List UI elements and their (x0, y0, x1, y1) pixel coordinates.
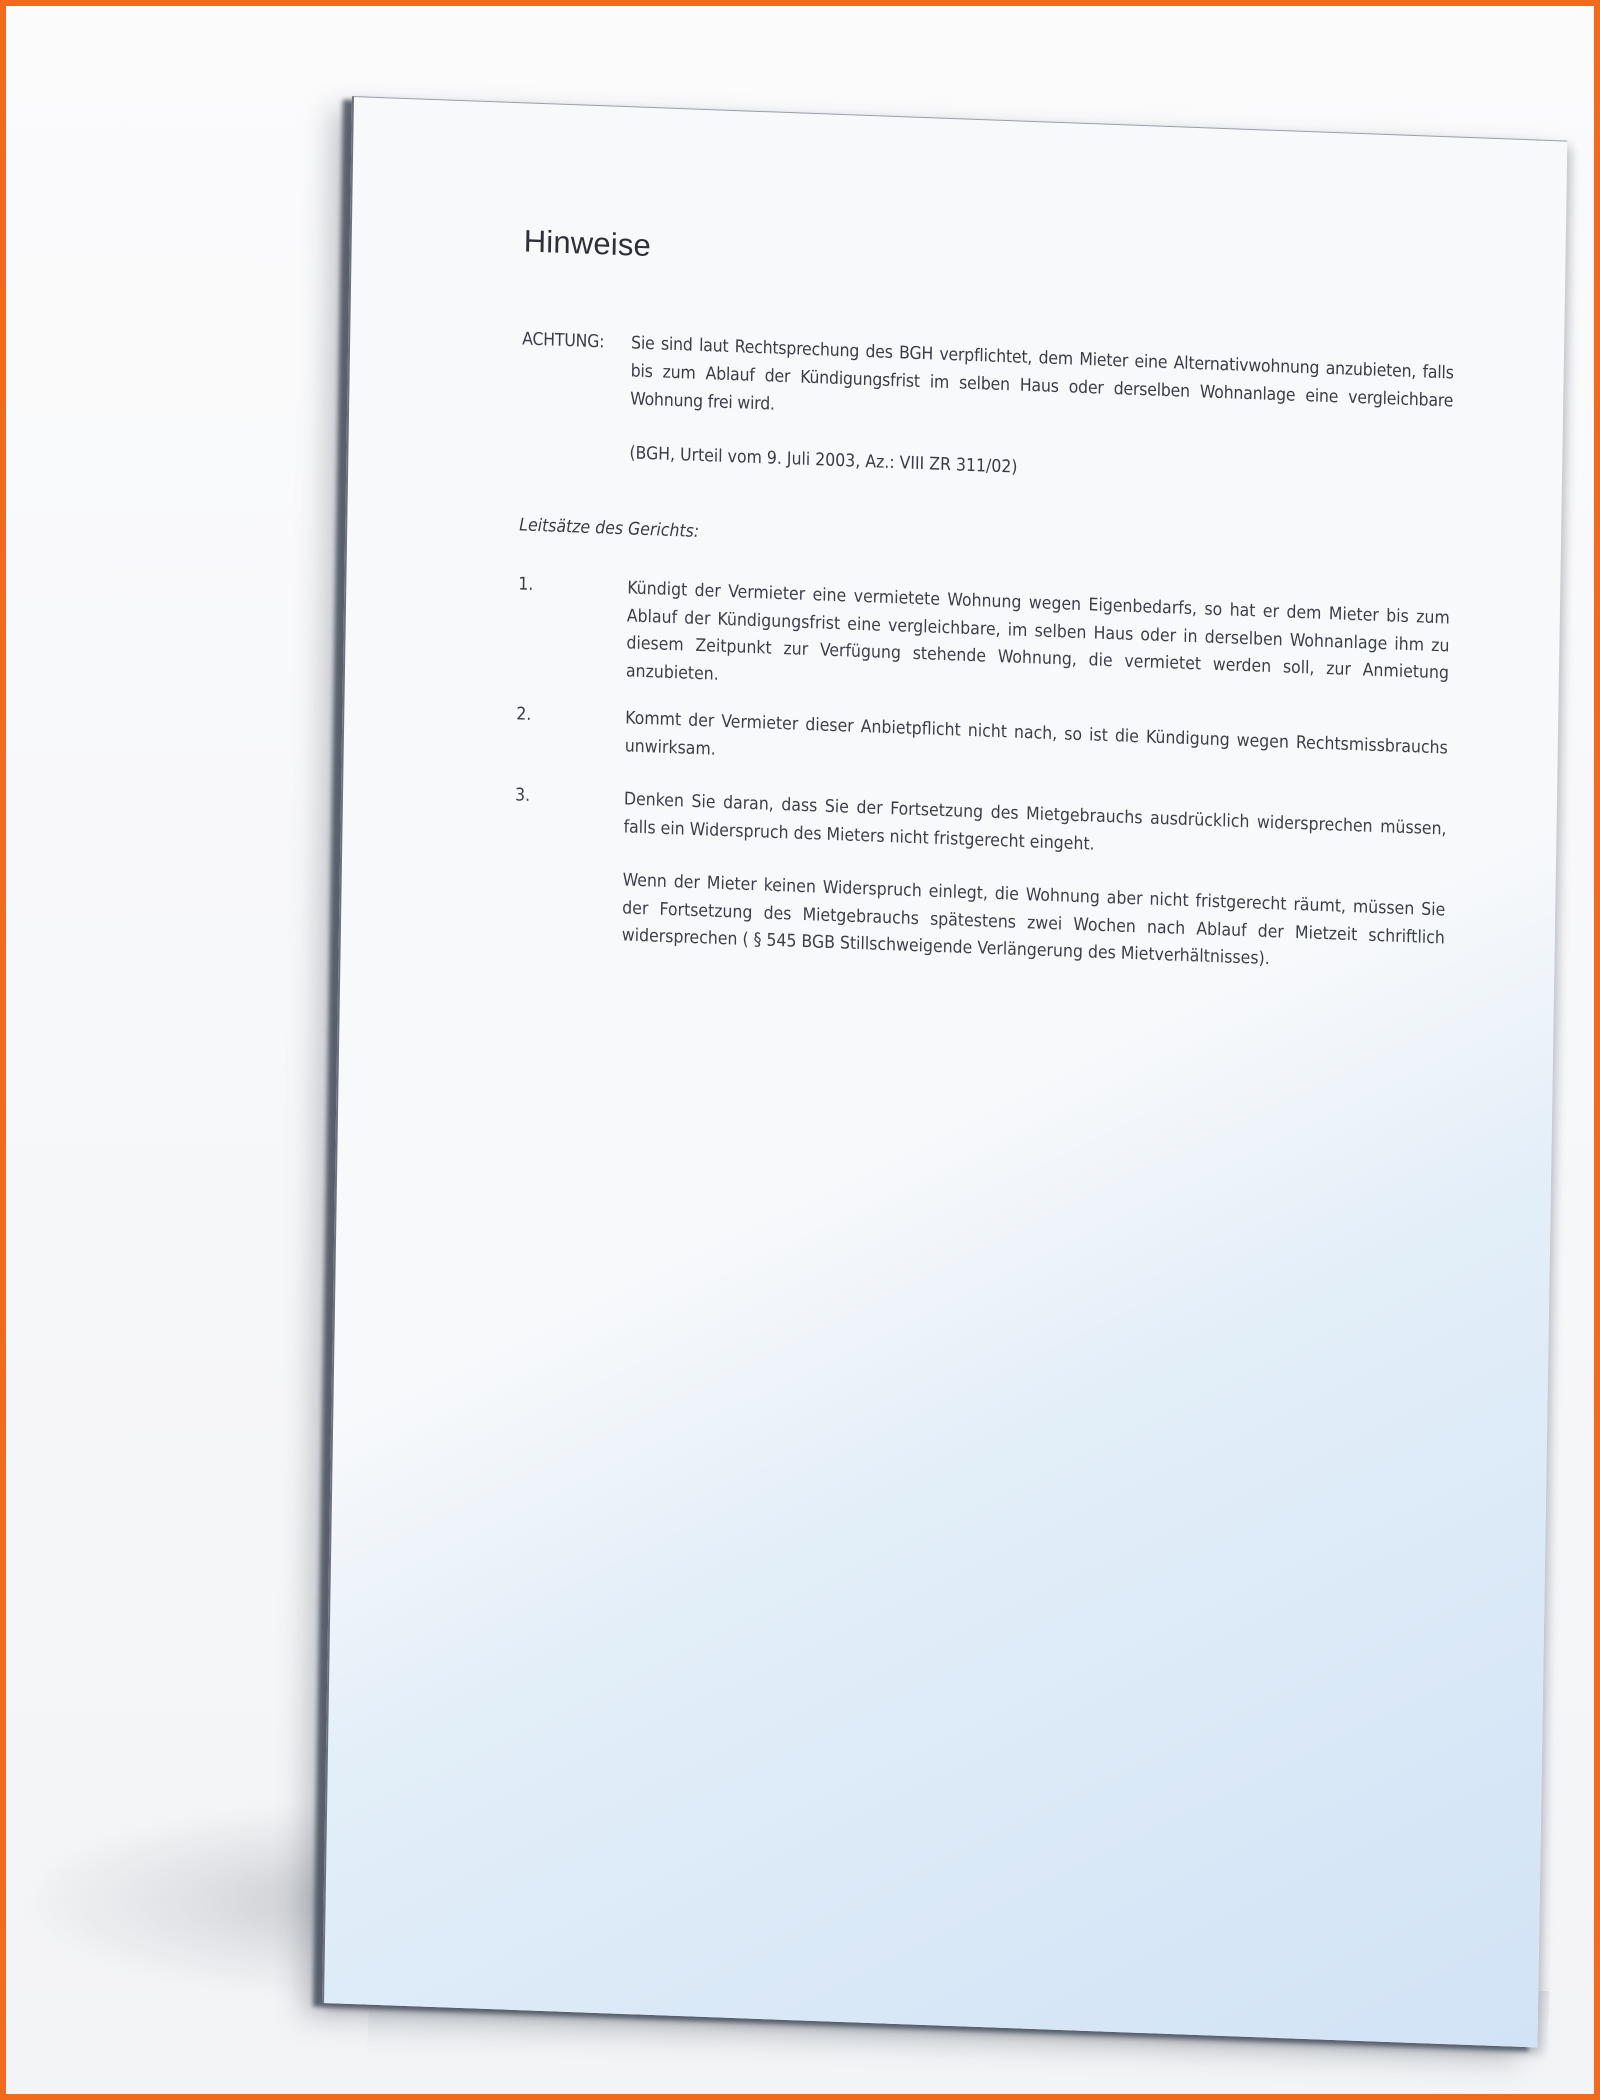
list-item-2 (516, 701, 1448, 790)
list-item-body (625, 705, 1448, 790)
list-item-body (622, 786, 1447, 980)
list-item-paragraph: Wenn der Mieter keinen Widerspruch einlegt, die Wohnung aber nicht fristgerecht räumt, müssen Sie der Fortsetzung des Mietgebrauchs spätestens zwei Wochen nach Ablauf der Mietzeit schriftlich widersprechen ( § 545 BGB Stillschweigende Verlängerung des Mietverhältnisses). (621, 870, 1446, 970)
notice-text: Sie sind laut Rechtsprechung des BGH verpflichtet, dem Mieter eine Alternativwohnung anzubieten, falls bis zum Ablauf der Kündigungsfrist im selben Haus oder derselben Wohnanlage eine vergleichbare Wohnung frei wird. (630, 333, 1454, 415)
list-item-number: 3. (514, 785, 531, 806)
notice-label: ACHTUNG: (522, 329, 605, 353)
list-item-paragraph: Kommt der Vermieter dieser Anbietpflicht nicht nach, so ist die Kündigung wegen Rechtsmissbrauchs unwirksam. (624, 708, 1448, 760)
list-item-3 (513, 782, 1447, 980)
section-subheading: Leitsätze des Gerichts: (519, 515, 700, 542)
list-item-paragraph: Denken Sie daran, dass Sie der Fortsetzung des Mietgebrauchs ausdrücklich widersprechen müssen, falls ein Widerspruch des Mieters nicht fristgerecht eingeht. (623, 789, 1447, 855)
list-item-paragraph: Kündigt der Vermieter eine vermietete Wohnung wegen Eigenbedarfs, so hat er dem Mieter bis zum Ablauf der Kündigungsfrist eine vergleichbare, im selben Haus oder in derselben Wohnanlage ihm zu diesem Zeitpunkt zur Verfügung stehende Wohnung, die vermietet werden soll, zur Anmietung anzubieten. (625, 578, 1450, 685)
list-item-number: 2. (516, 704, 532, 725)
document-page (322, 96, 1567, 2048)
document-content (512, 223, 1455, 1000)
notice-citation: (BGH, Urteil vom 9. Juli 2003, Az.: VIII ZR 311/02) (629, 443, 1018, 478)
list-item-body (626, 575, 1450, 715)
list-item-1 (517, 571, 1450, 715)
list-item-number: 1. (518, 574, 534, 595)
page-title: Hinweise (523, 223, 652, 264)
